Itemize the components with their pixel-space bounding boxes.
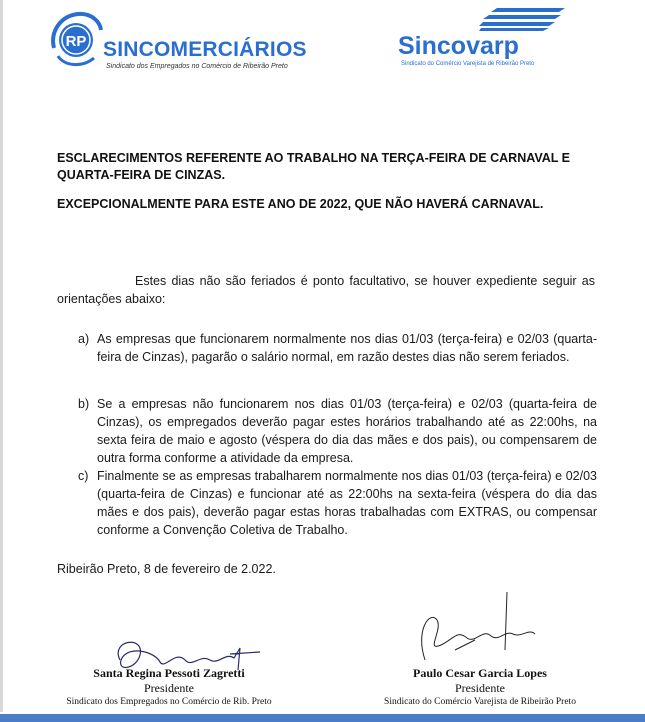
list-item-text: Finalmente se as empresas trabalharem normalmente nos dias 01/03 (terça-feira) e 02/03 (quarta-feira de Cinzas) e funcionar até as 22:00hs na sexta-feira (véspera do dia das mães e dos pais), deverão pagar estas horas trabalhadas com EXTRAS, ou compensar conforme a Convenção Coletiva de Trabalho.: [97, 469, 597, 537]
emblem-text: RP: [65, 33, 87, 50]
signer-name: Santa Regina Pessoti Zagretti: [93, 666, 245, 680]
signature-block-left: [58, 666, 280, 710]
right-logo-name: Sincovarp: [398, 32, 519, 60]
left-logo-name: SINCOMERCIÁRIOS: [103, 38, 307, 61]
rp-emblem-icon: [48, 8, 104, 70]
item-marker: c): [78, 469, 89, 483]
signer-organization: Sindicato do Comércio Varejista de Ribeirão Preto: [384, 697, 576, 707]
document-subheading: EXCEPCIONALMENTE PARA ESTE ANO DE 2022, QUE NÃO HAVERÁ CARNAVAL.: [57, 197, 544, 211]
list-item-text: As empresas que funcionarem normalmente nos dias 01/03 (terça-feira) e 02/03 (quarta-feira de Cinzas), pagarão o salário normal, em razão destes dias não serem feriados.: [97, 332, 597, 364]
footer-bar: [0, 714, 645, 722]
signer-role: Presidente: [455, 681, 505, 695]
list-item-text: Se a empresas não funcionarem nos dias 01/03 (terça-feira) e 02/03 (quarta-feira de Cinzas), os empregados deverão pagar estes horários trabalhando até as 22:00hs, na sexta feira de maio e agosto (véspera do dia das mães e dos pais), ou compensarem de outra forma conforme a atividade da empresa.: [97, 397, 597, 465]
sincovarp-logo: [395, 6, 575, 72]
signer-organization: Sindicato dos Empregados no Comércio de Rib. Preto: [66, 697, 272, 707]
sincomerciarios-logo: [48, 8, 318, 78]
item-marker: a): [78, 332, 90, 346]
place-date: Ribeirão Preto, 8 de fevereiro de 2.022.: [57, 562, 276, 576]
stripes-icon: [479, 6, 569, 32]
intro-paragraph: Estes dias não são feriados é ponto facultativo, se houver expediente seguir as orientações abaixo:: [57, 274, 595, 306]
document-heading: ESCLARECIMENTOS REFERENTE AO TRABALHO NA TERÇA-FEIRA DE CARNAVAL E QUARTA-FEIRA DE CINZAS.: [57, 151, 570, 182]
handwritten-signature-right: [395, 590, 555, 670]
page-edge-line: [0, 0, 3, 712]
right-logo-subtitle: Sindicato do Comércio Varejista de Ribeirão Preto: [401, 61, 535, 67]
signer-role: Presidente: [144, 681, 194, 695]
signer-name: Paulo Cesar Garcia Lopes: [413, 666, 547, 680]
item-marker: b): [78, 397, 90, 411]
signature-block-right: [360, 666, 600, 710]
left-logo-subtitle: Sindicato dos Empregados no Comércio de Ribeirão Preto: [106, 63, 288, 70]
